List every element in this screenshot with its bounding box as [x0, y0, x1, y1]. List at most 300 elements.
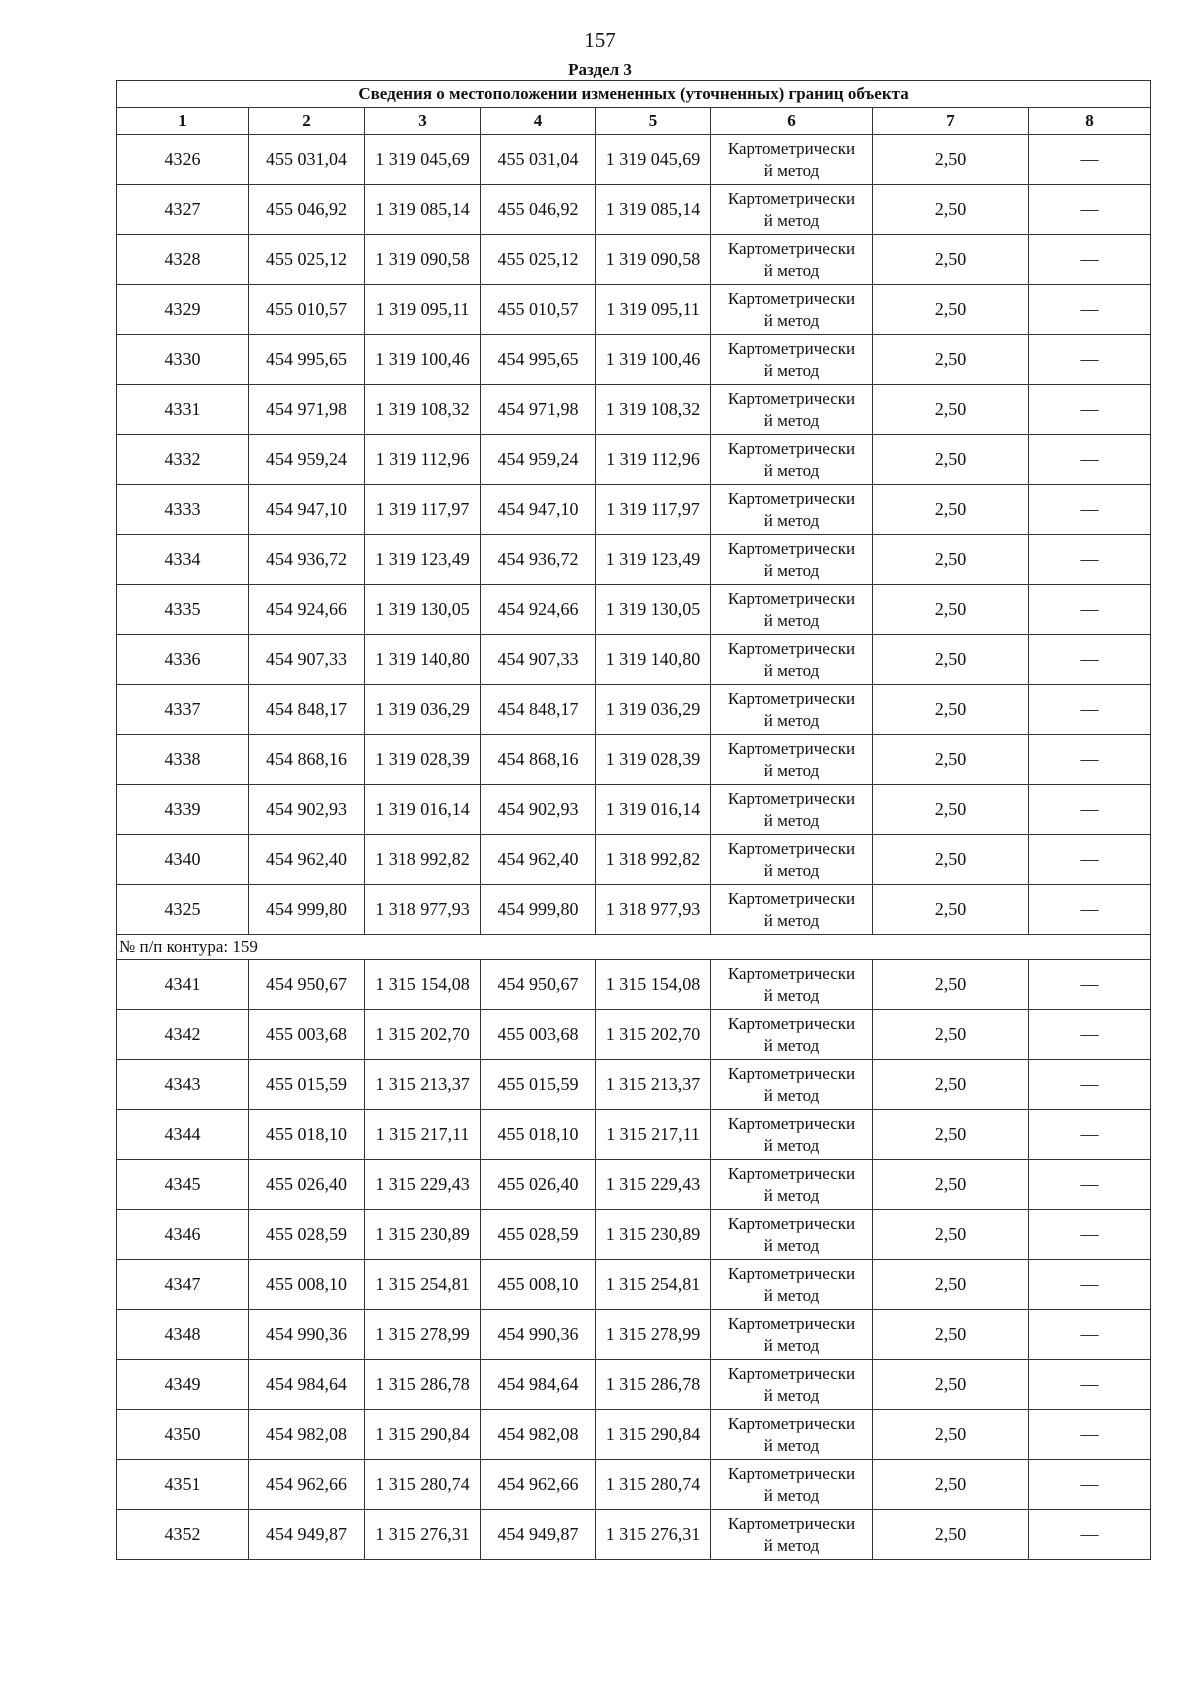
table-row: [117, 435, 1151, 485]
x-old-cell: 454 950,67: [249, 960, 365, 1010]
accuracy-cell: 2,50: [873, 435, 1029, 485]
x-new-cell: 454 947,10: [481, 485, 596, 535]
method-line: Картометрически: [727, 188, 856, 208]
method-line: Картометрически: [727, 1163, 856, 1183]
x-old-cell: 454 868,16: [249, 735, 365, 785]
y-new-cell: 1 315 278,99: [596, 1310, 711, 1360]
method-line: й метод: [763, 160, 820, 180]
table-row: [117, 535, 1151, 585]
method-line: Картометрически: [727, 888, 856, 908]
y-new-cell: 1 319 028,39: [596, 735, 711, 785]
method-line: Картометрически: [727, 238, 856, 258]
x-old-cell: 454 990,36: [249, 1310, 365, 1360]
y-new-cell: 1 315 202,70: [596, 1010, 711, 1060]
y-old-cell: 1 319 095,11: [365, 285, 481, 335]
y-new-cell: 1 318 977,93: [596, 885, 711, 935]
y-old-cell: 1 319 100,46: [365, 335, 481, 385]
method-line: й метод: [763, 1285, 820, 1305]
x-old-cell: 454 924,66: [249, 585, 365, 635]
column-number: 2: [249, 108, 365, 135]
method-line: Картометрически: [727, 738, 856, 758]
accuracy-cell: 2,50: [873, 1310, 1029, 1360]
method-line: Картометрически: [727, 1413, 856, 1433]
method-line: Картометрически: [727, 538, 856, 558]
accuracy-cell: 2,50: [873, 135, 1029, 185]
description-cell: —: [1029, 385, 1151, 435]
y-new-cell: 1 319 123,49: [596, 535, 711, 585]
method-cell: [711, 385, 873, 435]
method-cell: [711, 735, 873, 785]
description-cell: —: [1029, 1410, 1151, 1460]
y-new-cell: 1 315 254,81: [596, 1260, 711, 1310]
method-cell: [711, 235, 873, 285]
x-new-cell: 454 924,66: [481, 585, 596, 635]
point-number-cell: 4330: [117, 335, 249, 385]
x-old-cell: 454 999,80: [249, 885, 365, 935]
point-number-cell: 4348: [117, 1310, 249, 1360]
x-old-cell: 455 003,68: [249, 1010, 365, 1060]
coordinates-table: [116, 80, 1151, 1560]
x-old-cell: 455 046,92: [249, 185, 365, 235]
description-cell: —: [1029, 185, 1151, 235]
y-new-cell: 1 319 140,80: [596, 635, 711, 685]
method-line: Картометрически: [727, 338, 856, 358]
y-old-cell: 1 315 278,99: [365, 1310, 481, 1360]
method-cell: [711, 835, 873, 885]
x-new-cell: 454 902,93: [481, 785, 596, 835]
column-number: 3: [365, 108, 481, 135]
method-line: Картометрически: [727, 1263, 856, 1283]
point-number-cell: 4343: [117, 1060, 249, 1110]
method-cell: [711, 785, 873, 835]
y-new-cell: 1 319 036,29: [596, 685, 711, 735]
y-new-cell: 1 315 290,84: [596, 1410, 711, 1460]
accuracy-cell: 2,50: [873, 1010, 1029, 1060]
x-old-cell: 455 028,59: [249, 1210, 365, 1260]
x-old-cell: 454 947,10: [249, 485, 365, 535]
x-old-cell: 455 031,04: [249, 135, 365, 185]
column-number: 5: [596, 108, 711, 135]
accuracy-cell: 2,50: [873, 785, 1029, 835]
x-new-cell: 454 982,08: [481, 1410, 596, 1460]
point-number-cell: 4352: [117, 1510, 249, 1560]
x-old-cell: 454 907,33: [249, 635, 365, 685]
method-line: й метод: [763, 410, 820, 430]
x-old-cell: 454 982,08: [249, 1410, 365, 1460]
x-new-cell: 455 028,59: [481, 1210, 596, 1260]
method-line: Картометрически: [727, 1213, 856, 1233]
method-line: й метод: [763, 810, 820, 830]
y-old-cell: 1 318 977,93: [365, 885, 481, 935]
description-cell: —: [1029, 1360, 1151, 1410]
x-old-cell: 454 959,24: [249, 435, 365, 485]
y-old-cell: 1 319 085,14: [365, 185, 481, 235]
method-line: й метод: [763, 910, 820, 930]
accuracy-cell: 2,50: [873, 1410, 1029, 1460]
description-cell: —: [1029, 1060, 1151, 1110]
point-number-cell: 4339: [117, 785, 249, 835]
table-row: [117, 735, 1151, 785]
description-cell: —: [1029, 1260, 1151, 1310]
point-number-cell: 4350: [117, 1410, 249, 1460]
y-new-cell: 1 319 117,97: [596, 485, 711, 535]
x-new-cell: 455 003,68: [481, 1010, 596, 1060]
method-line: Картометрически: [727, 488, 856, 508]
x-new-cell: 455 025,12: [481, 235, 596, 285]
point-number-cell: 4328: [117, 235, 249, 285]
method-line: й метод: [763, 1235, 820, 1255]
y-old-cell: 1 319 117,97: [365, 485, 481, 535]
point-number-cell: 4329: [117, 285, 249, 335]
x-new-cell: 455 008,10: [481, 1260, 596, 1310]
accuracy-cell: 2,50: [873, 835, 1029, 885]
method-line: й метод: [763, 1135, 820, 1155]
y-old-cell: 1 315 280,74: [365, 1460, 481, 1510]
table-body-before-contour: [117, 135, 1151, 935]
x-new-cell: 455 026,40: [481, 1160, 596, 1210]
x-old-cell: 454 962,40: [249, 835, 365, 885]
method-cell: [711, 585, 873, 635]
x-new-cell: 454 950,67: [481, 960, 596, 1010]
x-new-cell: 454 907,33: [481, 635, 596, 685]
table-row: [117, 185, 1151, 235]
method-cell: [711, 1160, 873, 1210]
y-new-cell: 1 319 108,32: [596, 385, 711, 435]
table-row: [117, 685, 1151, 735]
description-cell: —: [1029, 1510, 1151, 1560]
contour-section: [117, 935, 1151, 960]
method-line: Картометрически: [727, 688, 856, 708]
y-old-cell: 1 315 286,78: [365, 1360, 481, 1410]
method-cell: [711, 185, 873, 235]
column-number: 4: [481, 108, 596, 135]
method-line: й метод: [763, 1485, 820, 1505]
method-line: й метод: [763, 1185, 820, 1205]
point-number-cell: 4326: [117, 135, 249, 185]
column-number: 7: [873, 108, 1029, 135]
method-line: Картометрически: [727, 1013, 856, 1033]
method-line: Картометрически: [727, 838, 856, 858]
y-old-cell: 1 315 202,70: [365, 1010, 481, 1060]
accuracy-cell: 2,50: [873, 1510, 1029, 1560]
y-old-cell: 1 315 276,31: [365, 1510, 481, 1560]
method-line: Картометрически: [727, 788, 856, 808]
point-number-cell: 4327: [117, 185, 249, 235]
method-line: Картометрически: [727, 1363, 856, 1383]
y-new-cell: 1 319 016,14: [596, 785, 711, 835]
description-cell: —: [1029, 585, 1151, 635]
method-line: Картометрически: [727, 1063, 856, 1083]
method-cell: [711, 685, 873, 735]
point-number-cell: 4334: [117, 535, 249, 585]
method-cell: [711, 635, 873, 685]
table-row: [117, 835, 1151, 885]
method-cell: [711, 1460, 873, 1510]
description-cell: —: [1029, 1110, 1151, 1160]
y-old-cell: 1 315 154,08: [365, 960, 481, 1010]
table-row: [117, 1510, 1151, 1560]
y-new-cell: 1 315 280,74: [596, 1460, 711, 1510]
accuracy-cell: 2,50: [873, 635, 1029, 685]
y-new-cell: 1 319 095,11: [596, 285, 711, 335]
description-cell: —: [1029, 285, 1151, 335]
method-cell: [711, 1510, 873, 1560]
accuracy-cell: 2,50: [873, 535, 1029, 585]
description-cell: —: [1029, 960, 1151, 1010]
method-cell: [711, 1260, 873, 1310]
x-new-cell: 454 990,36: [481, 1310, 596, 1360]
y-old-cell: 1 315 217,11: [365, 1110, 481, 1160]
accuracy-cell: 2,50: [873, 1260, 1029, 1310]
table-row: [117, 1260, 1151, 1310]
x-old-cell: 455 025,12: [249, 235, 365, 285]
y-old-cell: 1 318 992,82: [365, 835, 481, 885]
method-cell: [711, 960, 873, 1010]
x-old-cell: 455 018,10: [249, 1110, 365, 1160]
x-new-cell: 454 848,17: [481, 685, 596, 735]
x-new-cell: 454 962,66: [481, 1460, 596, 1510]
y-old-cell: 1 319 090,58: [365, 235, 481, 285]
method-cell: [711, 1360, 873, 1410]
method-line: й метод: [763, 760, 820, 780]
description-cell: —: [1029, 535, 1151, 585]
description-cell: —: [1029, 735, 1151, 785]
table-body-after-contour: [117, 960, 1151, 1560]
method-line: й метод: [763, 310, 820, 330]
table-row: [117, 1460, 1151, 1510]
accuracy-cell: 2,50: [873, 1110, 1029, 1160]
point-number-cell: 4345: [117, 1160, 249, 1210]
method-line: й метод: [763, 510, 820, 530]
point-number-cell: 4340: [117, 835, 249, 885]
y-old-cell: 1 319 112,96: [365, 435, 481, 485]
description-cell: —: [1029, 635, 1151, 685]
description-cell: —: [1029, 335, 1151, 385]
description-cell: —: [1029, 1010, 1151, 1060]
point-number-cell: 4338: [117, 735, 249, 785]
point-number-cell: 4346: [117, 1210, 249, 1260]
point-number-cell: 4336: [117, 635, 249, 685]
y-new-cell: 1 319 112,96: [596, 435, 711, 485]
y-old-cell: 1 319 130,05: [365, 585, 481, 635]
accuracy-cell: 2,50: [873, 485, 1029, 535]
method-cell: [711, 435, 873, 485]
accuracy-cell: 2,50: [873, 285, 1029, 335]
y-old-cell: 1 319 045,69: [365, 135, 481, 185]
method-cell: [711, 335, 873, 385]
x-new-cell: 455 010,57: [481, 285, 596, 335]
accuracy-cell: 2,50: [873, 1160, 1029, 1210]
table-row: [117, 585, 1151, 635]
accuracy-cell: 2,50: [873, 685, 1029, 735]
description-cell: —: [1029, 435, 1151, 485]
point-number-cell: 4331: [117, 385, 249, 435]
method-cell: [711, 135, 873, 185]
description-cell: —: [1029, 235, 1151, 285]
accuracy-cell: 2,50: [873, 335, 1029, 385]
table-row: [117, 885, 1151, 935]
method-line: й метод: [763, 1085, 820, 1105]
point-number-cell: 4344: [117, 1110, 249, 1160]
x-old-cell: 454 971,98: [249, 385, 365, 435]
accuracy-cell: 2,50: [873, 385, 1029, 435]
y-new-cell: 1 319 085,14: [596, 185, 711, 235]
method-line: Картометрически: [727, 438, 856, 458]
y-new-cell: 1 315 217,11: [596, 1110, 711, 1160]
description-cell: —: [1029, 785, 1151, 835]
method-line: Картометрически: [727, 588, 856, 608]
y-old-cell: 1 315 254,81: [365, 1260, 481, 1310]
x-new-cell: 455 018,10: [481, 1110, 596, 1160]
method-line: й метод: [763, 460, 820, 480]
table-row: [117, 1060, 1151, 1110]
x-new-cell: 455 046,92: [481, 185, 596, 235]
point-number-cell: 4347: [117, 1260, 249, 1310]
method-line: Картометрически: [727, 288, 856, 308]
table-row: [117, 1360, 1151, 1410]
column-number: 8: [1029, 108, 1151, 135]
y-new-cell: 1 315 276,31: [596, 1510, 711, 1560]
table-row: [117, 135, 1151, 185]
y-old-cell: 1 315 213,37: [365, 1060, 481, 1110]
method-cell: [711, 1060, 873, 1110]
y-old-cell: 1 319 016,14: [365, 785, 481, 835]
y-old-cell: 1 315 229,43: [365, 1160, 481, 1210]
table-row: [117, 1010, 1151, 1060]
method-line: Картометрически: [727, 1113, 856, 1133]
point-number-cell: 4333: [117, 485, 249, 535]
point-number-cell: 4341: [117, 960, 249, 1010]
description-cell: —: [1029, 685, 1151, 735]
point-number-cell: 4337: [117, 685, 249, 735]
x-new-cell: 454 936,72: [481, 535, 596, 585]
description-cell: —: [1029, 1160, 1151, 1210]
x-old-cell: 454 962,66: [249, 1460, 365, 1510]
method-line: й метод: [763, 1435, 820, 1455]
method-cell: [711, 485, 873, 535]
y-old-cell: 1 319 108,32: [365, 385, 481, 435]
point-number-cell: 4332: [117, 435, 249, 485]
x-new-cell: 454 999,80: [481, 885, 596, 935]
method-line: й метод: [763, 660, 820, 680]
y-new-cell: 1 319 090,58: [596, 235, 711, 285]
point-number-cell: 4335: [117, 585, 249, 635]
method-line: й метод: [763, 360, 820, 380]
table-row: [117, 1210, 1151, 1260]
method-line: й метод: [763, 1335, 820, 1355]
page-number: 157: [584, 28, 616, 52]
x-old-cell: 454 949,87: [249, 1510, 365, 1560]
accuracy-cell: 2,50: [873, 1360, 1029, 1410]
description-cell: —: [1029, 1310, 1151, 1360]
y-old-cell: 1 319 036,29: [365, 685, 481, 735]
y-old-cell: 1 319 140,80: [365, 635, 481, 685]
method-line: й метод: [763, 1385, 820, 1405]
accuracy-cell: 2,50: [873, 185, 1029, 235]
x-new-cell: 454 959,24: [481, 435, 596, 485]
x-old-cell: 454 902,93: [249, 785, 365, 835]
y-new-cell: 1 315 230,89: [596, 1210, 711, 1260]
method-line: Картометрически: [727, 388, 856, 408]
method-line: Картометрически: [727, 138, 856, 158]
method-line: Картометрически: [727, 963, 856, 983]
method-line: й метод: [763, 860, 820, 880]
x-old-cell: 454 995,65: [249, 335, 365, 385]
method-cell: [711, 1410, 873, 1460]
method-cell: [711, 1310, 873, 1360]
table-row: [117, 385, 1151, 435]
column-number-row: [117, 108, 1151, 135]
method-line: й метод: [763, 985, 820, 1005]
y-new-cell: 1 315 213,37: [596, 1060, 711, 1110]
x-old-cell: 454 936,72: [249, 535, 365, 585]
x-new-cell: 454 962,40: [481, 835, 596, 885]
x-new-cell: 454 995,65: [481, 335, 596, 385]
accuracy-cell: 2,50: [873, 1460, 1029, 1510]
accuracy-cell: 2,50: [873, 1210, 1029, 1260]
x-old-cell: 455 010,57: [249, 285, 365, 335]
x-old-cell: 455 015,59: [249, 1060, 365, 1110]
table-row: [117, 1160, 1151, 1210]
x-old-cell: 454 984,64: [249, 1360, 365, 1410]
y-new-cell: 1 319 045,69: [596, 135, 711, 185]
description-cell: —: [1029, 135, 1151, 185]
y-old-cell: 1 315 290,84: [365, 1410, 481, 1460]
point-number-cell: 4325: [117, 885, 249, 935]
table-row: [117, 1310, 1151, 1360]
accuracy-cell: 2,50: [873, 235, 1029, 285]
method-cell: [711, 1110, 873, 1160]
column-number: 1: [117, 108, 249, 135]
point-number-cell: 4349: [117, 1360, 249, 1410]
table-row: [117, 285, 1151, 335]
table-row: [117, 635, 1151, 685]
y-new-cell: 1 315 154,08: [596, 960, 711, 1010]
method-line: Картометрически: [727, 1513, 856, 1533]
y-new-cell: 1 319 130,05: [596, 585, 711, 635]
description-cell: —: [1029, 1210, 1151, 1260]
section-title: Раздел 3: [568, 60, 632, 79]
x-new-cell: 454 868,16: [481, 735, 596, 785]
y-old-cell: 1 319 028,39: [365, 735, 481, 785]
x-new-cell: 454 984,64: [481, 1360, 596, 1410]
column-number: 6: [711, 108, 873, 135]
y-new-cell: 1 318 992,82: [596, 835, 711, 885]
y-new-cell: 1 315 229,43: [596, 1160, 711, 1210]
accuracy-cell: 2,50: [873, 585, 1029, 635]
table-row: [117, 485, 1151, 535]
method-line: й метод: [763, 1035, 820, 1055]
x-old-cell: 454 848,17: [249, 685, 365, 735]
method-cell: [711, 1010, 873, 1060]
description-cell: —: [1029, 1460, 1151, 1510]
y-old-cell: 1 319 123,49: [365, 535, 481, 585]
method-line: й метод: [763, 210, 820, 230]
accuracy-cell: 2,50: [873, 885, 1029, 935]
description-cell: —: [1029, 835, 1151, 885]
method-line: й метод: [763, 610, 820, 630]
method-cell: [711, 1210, 873, 1260]
table-row: [117, 960, 1151, 1010]
method-cell: [711, 535, 873, 585]
method-line: Картометрически: [727, 1313, 856, 1333]
x-new-cell: 454 971,98: [481, 385, 596, 435]
method-cell: [711, 885, 873, 935]
table-row: [117, 1410, 1151, 1460]
accuracy-cell: 2,50: [873, 960, 1029, 1010]
contour-label: № п/п контура: 159: [117, 935, 1151, 960]
method-line: й метод: [763, 260, 820, 280]
